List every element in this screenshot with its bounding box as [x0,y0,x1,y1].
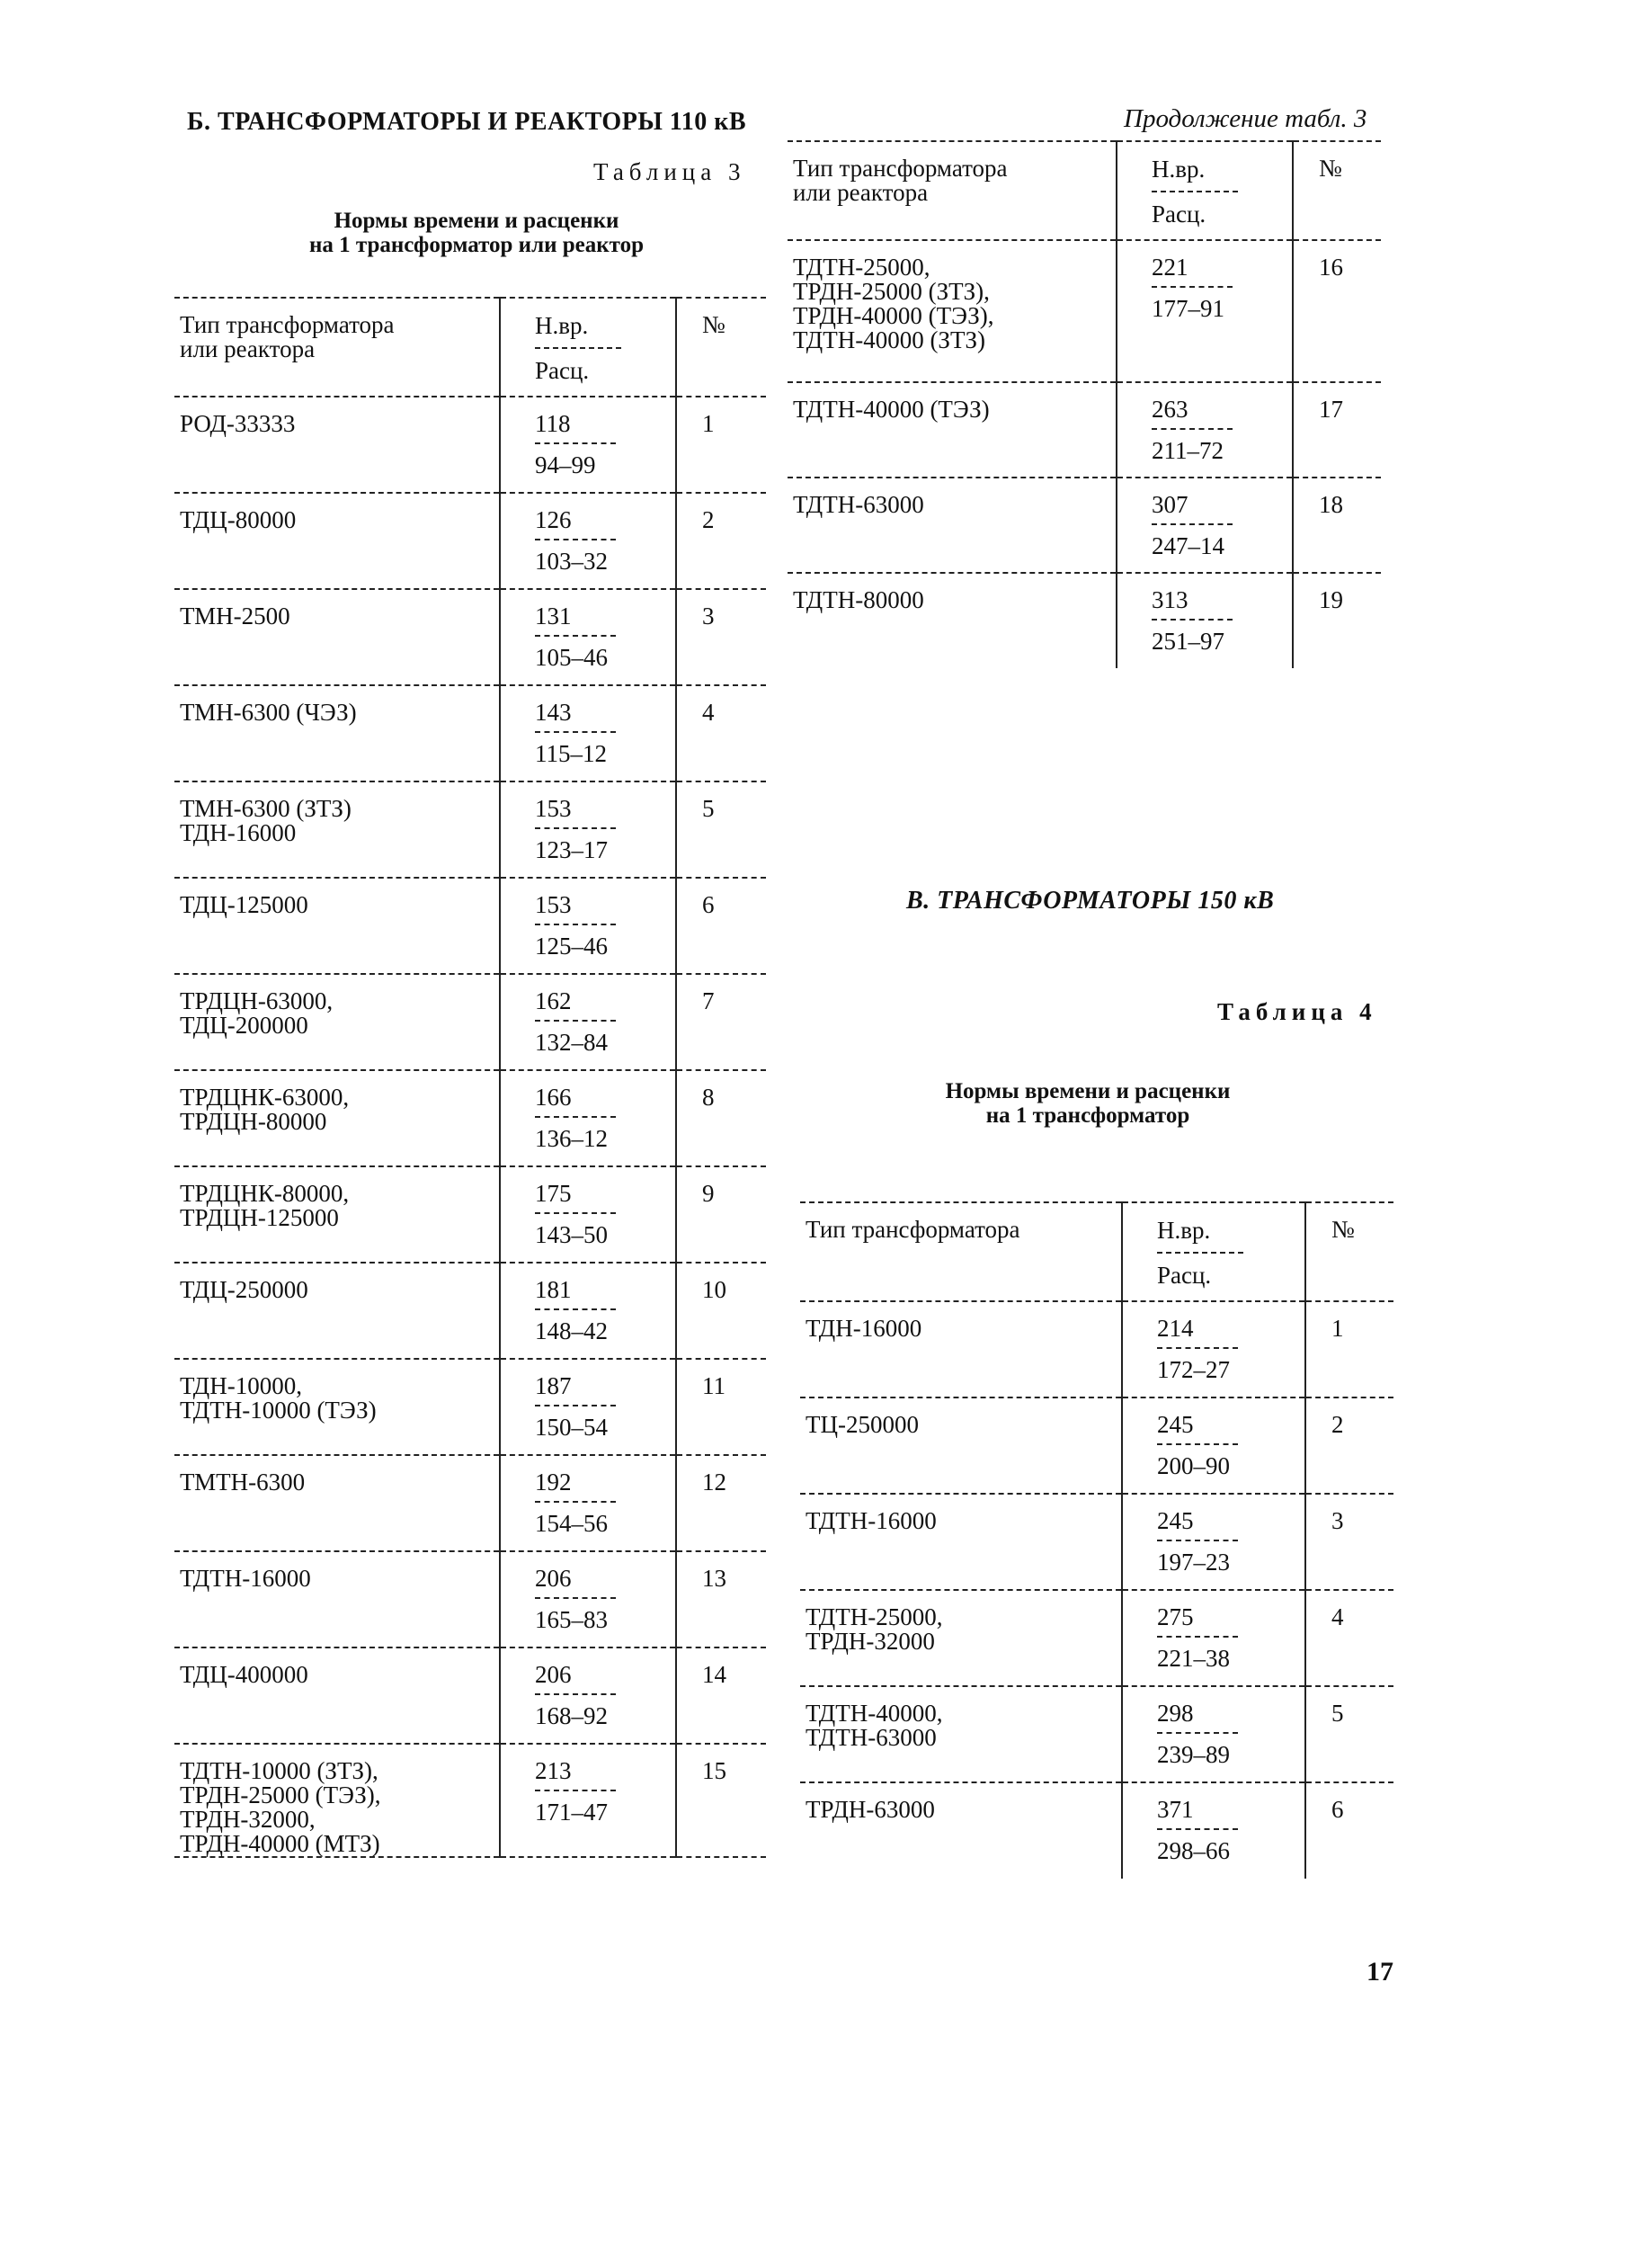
cell-row-number: 6 [1305,1782,1393,1879]
rate-value: 150–54 [535,1414,608,1441]
cell-type-name [174,974,500,1070]
section-b-title: Б. ТРАНСФОРМАТОРЫ И РЕАКТОРЫ 110 кВ [187,108,747,136]
header-time-rate [1122,1202,1305,1301]
table-row [174,589,766,685]
cell-time-rate [1122,1590,1305,1686]
rate-value: 197–23 [1157,1549,1230,1576]
fraction-divider [535,1212,616,1214]
cell-row-number: 18 [1293,478,1381,573]
type-name-line: ТДЦ-80000 [180,506,297,533]
cell-row-number: 17 [1293,382,1381,478]
header-divider [1157,1252,1243,1254]
table-row [174,974,766,1070]
time-norm: 263 [1152,396,1188,423]
table-row [174,1455,766,1551]
header-num: № [1305,1202,1393,1301]
time-norm: 153 [535,795,572,822]
cell-time-rate [500,397,676,493]
header-type-line1: Тип трансформатора [806,1216,1020,1243]
table-row [174,878,766,974]
cell-row-number: 13 [676,1551,766,1647]
table-4-label: Таблица 4 [1217,998,1377,1025]
cell-row-number: 7 [676,974,766,1070]
rate-value: 105–46 [535,644,608,671]
fraction-divider [1157,1732,1238,1734]
type-name-line: ТРДН-32000 [806,1628,935,1655]
cell-time-rate [1122,1686,1305,1782]
type-name-line: ТДТН-25000, [793,254,930,281]
time-norm: 307 [1152,491,1188,518]
table-header-row [788,141,1381,240]
page-number: 17 [1366,1957,1393,1987]
header-time-rate [500,298,676,397]
cell-type-name [800,1782,1122,1879]
fraction-divider [535,1405,616,1406]
type-name-line: ТДЦ-250000 [180,1276,308,1303]
cell-time-rate [500,1551,676,1647]
table-3-caption-line2: на 1 трансформатор или реактор [308,233,645,257]
cell-row-number: 5 [1305,1686,1393,1782]
cell-type-name [174,1070,500,1166]
fraction-divider [535,1501,616,1503]
rate-value: 211–72 [1152,437,1224,464]
cell-row-number: 1 [1305,1301,1393,1397]
rate-value: 172–27 [1157,1356,1230,1383]
type-name-line: ТДТН-80000 [793,586,924,613]
rate-value: 136–12 [535,1125,608,1152]
type-name-line: ТРДН-40000 (МТЗ) [180,1830,380,1857]
cell-time-rate [1117,478,1293,573]
type-name-line: ТДЦ-400000 [180,1661,308,1688]
fraction-divider [535,1020,616,1022]
table-row [174,1263,766,1359]
cell-type-name [788,240,1117,382]
time-norm: 371 [1157,1796,1194,1823]
cell-type-name [174,1166,500,1263]
cell-time-rate [1122,1494,1305,1590]
rate-value: 125–46 [535,933,608,960]
table-row [800,1590,1393,1686]
cell-type-name [174,1359,500,1455]
rate-value: 154–56 [535,1510,608,1537]
type-name-line: ТДН-16000 [180,819,297,846]
cell-row-number: 14 [676,1647,766,1744]
table-3 [174,297,766,1858]
fraction-divider [1152,523,1233,525]
table-row [800,1397,1393,1494]
cell-time-rate [500,1455,676,1551]
fraction-divider [535,731,616,733]
cell-time-rate [1117,240,1293,382]
table-row [800,1686,1393,1782]
cell-type-name [174,781,500,878]
time-norm: 143 [535,699,572,726]
cell-time-rate [1122,1782,1305,1879]
type-name-line: ТРДН-63000 [806,1796,935,1823]
cell-type-name [788,382,1117,478]
time-norm: 213 [535,1757,572,1784]
time-norm: 175 [535,1180,572,1207]
rate-value: 94–99 [535,451,596,478]
cell-time-rate [500,1166,676,1263]
cell-type-name [800,1590,1122,1686]
type-name-line: ТМН-6300 (ЗТЗ) [180,795,352,822]
fraction-divider [535,1308,616,1310]
rate-value: 221–38 [1157,1645,1230,1672]
cell-time-rate [500,1070,676,1166]
header-time-rate [1117,141,1293,240]
fraction-divider [1152,286,1233,288]
table-3-caption-line1: Нормы времени и расценки [334,209,619,233]
type-name-line: ТРДЦН-125000 [180,1204,339,1231]
table-row [174,493,766,589]
table-row [788,573,1381,668]
type-name-line: ТДТН-40000, [806,1700,943,1727]
cell-type-name [800,1397,1122,1494]
rate-value: 143–50 [535,1221,608,1248]
fraction-divider [535,827,616,829]
header-time: Н.вр. [1152,156,1206,183]
cell-row-number: 16 [1293,240,1381,382]
header-rate: Расц. [1152,201,1206,228]
cell-time-rate [500,1647,676,1744]
table-row [788,382,1381,478]
cell-type-name [788,573,1117,668]
rate-value: 103–32 [535,548,608,575]
type-name-line: ТДН-16000 [806,1315,922,1342]
cell-type-name [800,1301,1122,1397]
type-name-line: ТДТН-63000 [793,491,924,518]
type-name-line: ТРДЦН-63000, [180,987,334,1014]
rate-value: 123–17 [535,836,608,863]
table-row [174,1647,766,1744]
header-type [788,141,1117,240]
time-norm: 221 [1152,254,1188,281]
type-name-line: ТРДЦНК-80000, [180,1180,350,1207]
cell-time-rate [1122,1301,1305,1397]
table-row [788,240,1381,382]
rate-value: 171–47 [535,1799,608,1826]
cell-type-name [788,478,1117,573]
table-3-label: Таблица 3 [593,158,746,185]
header-num: № [1293,141,1381,240]
time-norm: 181 [535,1276,572,1303]
type-name-line: ТДТН-25000, [806,1603,943,1630]
cell-time-rate [1117,573,1293,668]
cell-time-rate [1117,382,1293,478]
table-header-row [174,298,766,397]
cell-row-number: 11 [676,1359,766,1455]
fraction-divider [1157,1347,1238,1349]
cell-row-number: 1 [676,397,766,493]
header-divider [535,347,621,349]
table-4-caption [899,1079,1277,1128]
cell-type-name [174,1263,500,1359]
header-type-line1: Тип трансформатора [180,311,395,338]
fraction-divider [1152,619,1233,621]
rate-value: 239–89 [1157,1741,1230,1768]
cell-row-number: 2 [1305,1397,1393,1494]
table-row [800,1301,1393,1397]
cell-type-name [174,397,500,493]
cell-time-rate [500,1263,676,1359]
time-norm: 162 [535,987,572,1014]
header-time: Н.вр. [535,312,589,339]
cell-row-number: 10 [676,1263,766,1359]
table-3-continuation [788,140,1381,668]
fraction-divider [535,635,616,637]
fraction-divider [535,1790,616,1791]
time-norm: 245 [1157,1411,1194,1438]
table-row [788,478,1381,573]
type-name-line: ТРДН-25000 (ЗТЗ), [793,278,990,305]
cell-row-number: 8 [676,1070,766,1166]
cell-type-name [800,1686,1122,1782]
type-name-line: РОД-33333 [180,410,296,437]
header-time: Н.вр. [1157,1217,1211,1244]
type-name-line: ТДТН-10000 (ЗТЗ), [180,1757,378,1784]
rate-value: 168–92 [535,1702,608,1729]
type-name-line: ТРДЦНК-63000, [180,1084,350,1111]
cell-time-rate [500,974,676,1070]
time-norm: 298 [1157,1700,1194,1727]
type-name-line: ТДТН-16000 [806,1507,937,1534]
fraction-divider [1152,428,1233,430]
rate-value: 115–12 [535,740,607,767]
cell-row-number: 3 [676,589,766,685]
type-name-line: ТДТН-10000 (ТЭЗ) [180,1397,377,1424]
time-norm: 214 [1157,1315,1194,1342]
fraction-divider [535,1597,616,1599]
header-num: № [676,298,766,397]
fraction-divider [535,924,616,925]
fraction-divider [535,442,616,444]
table-row [174,1359,766,1455]
time-norm: 187 [535,1372,572,1399]
table-row [174,1070,766,1166]
type-name-line: ТРДН-25000 (ТЭЗ), [180,1781,381,1808]
type-name-line: ТДН-10000, [180,1372,302,1399]
cell-time-rate [500,1359,676,1455]
fraction-divider [535,539,616,540]
cell-row-number: 2 [676,493,766,589]
fraction-divider [535,1693,616,1695]
table-3-caption [261,209,692,257]
type-name-line: ТДТН-40000 (ТЭЗ) [793,396,990,423]
table-row [174,781,766,878]
cell-row-number: 6 [676,878,766,974]
time-norm: 245 [1157,1507,1194,1534]
cell-time-rate [500,685,676,781]
cell-type-name [174,1455,500,1551]
time-norm: 192 [535,1469,572,1496]
cell-row-number: 4 [1305,1590,1393,1686]
header-type-line2: или реактора [793,179,929,206]
rate-value: 200–90 [1157,1452,1230,1479]
time-norm: 275 [1157,1603,1194,1630]
header-type-line1: Тип трансформатора [793,155,1008,182]
type-name-line: ТРДН-40000 (ТЭЗ), [793,302,994,329]
cell-type-name [174,685,500,781]
cell-time-rate [500,1744,676,1857]
fraction-divider [1157,1636,1238,1638]
type-name-line: ТМТН-6300 [180,1469,306,1496]
table-row [174,685,766,781]
header-type [174,298,500,397]
cell-row-number: 19 [1293,573,1381,668]
time-norm: 313 [1152,586,1188,613]
type-name-line: ТДЦ-200000 [180,1012,308,1039]
cell-type-name [174,1551,500,1647]
type-name-line: ТМН-6300 (ЧЭЗ) [180,699,357,726]
type-name-line: ТДЦ-125000 [180,891,308,918]
section-v-title: В. ТРАНСФОРМАТОРЫ 150 кВ [906,887,1275,915]
header-type-line2: или реактора [180,335,316,362]
cell-row-number: 4 [676,685,766,781]
header-rate: Расц. [1157,1262,1212,1289]
time-norm: 131 [535,603,572,630]
table-header-row [800,1202,1393,1301]
time-norm: 166 [535,1084,572,1111]
cell-row-number: 9 [676,1166,766,1263]
cell-type-name [174,878,500,974]
cell-time-rate [500,589,676,685]
table-row [174,397,766,493]
cell-row-number: 12 [676,1455,766,1551]
table-4-caption-line1: Нормы времени и расценки [945,1079,1231,1103]
cell-type-name [174,493,500,589]
fraction-divider [1157,1443,1238,1445]
rate-value: 251–97 [1152,628,1224,655]
time-norm: 206 [535,1661,572,1688]
rate-value: 247–14 [1152,532,1224,559]
cell-row-number: 5 [676,781,766,878]
cell-time-rate [500,493,676,589]
fraction-divider [1157,1828,1238,1830]
table-row [174,1744,766,1857]
header-type [800,1202,1122,1301]
type-name-line: ТРДЦН-80000 [180,1108,327,1135]
type-name-line: ТМН-2500 [180,603,290,630]
cell-type-name [174,1647,500,1744]
fraction-divider [1157,1540,1238,1541]
cell-row-number: 15 [676,1744,766,1857]
type-name-line: ТДТН-63000 [806,1724,937,1751]
header-divider [1152,191,1238,192]
rate-value: 132–84 [535,1029,608,1056]
cell-time-rate [500,878,676,974]
table-row [800,1782,1393,1879]
time-norm: 126 [535,506,572,533]
cell-time-rate [1122,1397,1305,1494]
table-row [800,1494,1393,1590]
cell-type-name [174,589,500,685]
type-name-line: ТЦ-250000 [806,1411,919,1438]
fraction-divider [535,1116,616,1118]
cell-type-name [800,1494,1122,1590]
cell-time-rate [500,781,676,878]
table-row [174,1166,766,1263]
table-4-caption-line2: на 1 трансформатор [985,1103,1190,1128]
cell-row-number: 3 [1305,1494,1393,1590]
time-norm: 206 [535,1565,572,1592]
table-row [174,1551,766,1647]
time-norm: 153 [535,891,572,918]
type-name-line: ТДТН-16000 [180,1565,311,1592]
continuation-label: Продолжение табл. 3 [1124,104,1367,133]
type-name-line: ТРДН-32000, [180,1806,316,1833]
rate-value: 165–83 [535,1606,608,1633]
cell-type-name [174,1744,500,1857]
rate-value: 148–42 [535,1317,608,1344]
header-rate: Расц. [535,357,590,384]
table-4 [800,1201,1393,1879]
type-name-line: ТДТН-40000 (ЗТЗ) [793,326,985,353]
rate-value: 177–91 [1152,295,1224,322]
rate-value: 298–66 [1157,1837,1230,1864]
time-norm: 118 [535,410,571,437]
